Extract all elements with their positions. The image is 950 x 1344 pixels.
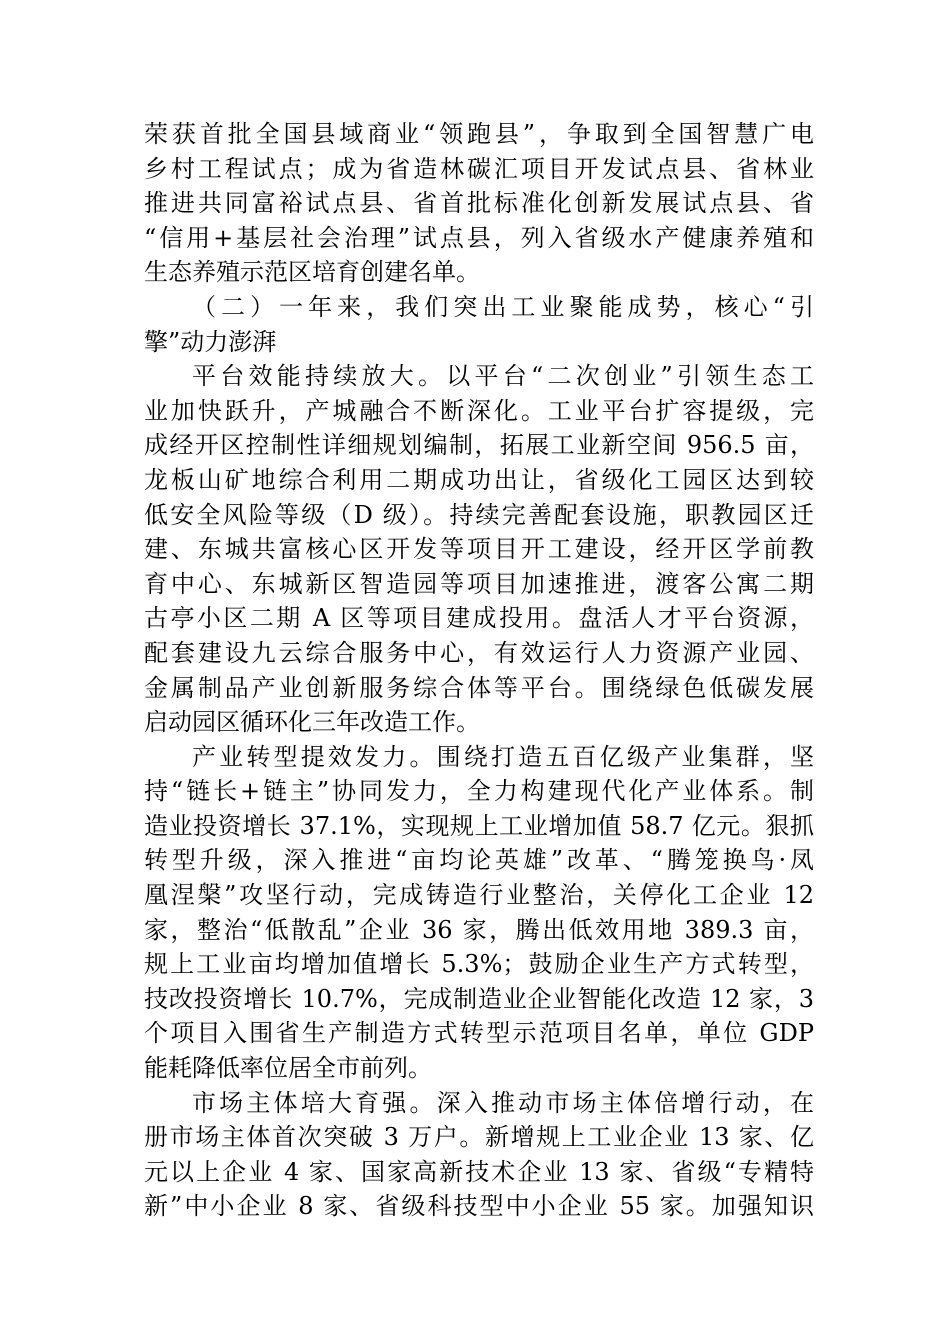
text-line: 新”中小企业 8 家、省级科技型中小企业 55 家。加强知识 bbox=[144, 1192, 814, 1221]
text-line: 凰涅槃”攻坚行动，完成铸造行业整治，关停化工企业 12 bbox=[144, 881, 814, 910]
text-line: “信用+基层社会治理”试点县，列入省级水产健康养殖和 bbox=[144, 223, 814, 252]
text-line: 家，整治“低散乱”企业 36 家，腾出低效用地 389.3 亩， bbox=[144, 915, 814, 944]
section-heading-line: 擎”动力澎湃 bbox=[144, 327, 277, 356]
text-line: 龙板山矿地综合利用二期成功出让，省级化工园区达到较 bbox=[144, 465, 814, 494]
text-line: 配套建设九云综合服务中心，有效运行人力资源产业园、 bbox=[144, 638, 814, 667]
text-line: 低安全风险等级（D 级）。持续完善配套设施，职教园区迁 bbox=[144, 500, 814, 529]
text-line: 规上工业亩均增加值增长 5.3%；鼓励企业生产方式转型， bbox=[144, 950, 814, 979]
text-line: 成经开区控制性详细规划编制，拓展工业新空间 956.5 亩， bbox=[144, 431, 814, 460]
text-line: 转型升级，深入推进“亩均论英雄”改革、“腾笼换鸟·凤 bbox=[144, 846, 814, 875]
document-body bbox=[144, 117, 814, 1224]
text-line: 造业投资增长 37.1%，实现规上工业增加值 58.7 亿元。狠抓 bbox=[144, 811, 814, 840]
text-line: 业加快跃升，产城融合不断深化。工业平台扩容提级，完 bbox=[144, 396, 814, 425]
text-line: 市场主体培大育强。深入推动市场主体倍增行动，在 bbox=[192, 1088, 814, 1117]
text-line: 元以上企业 4 家、国家高新技术企业 13 家、省级“专精特 bbox=[144, 1157, 814, 1186]
text-line: 古亭小区二期 A 区等项目建成投用。盘活人才平台资源， bbox=[144, 604, 814, 633]
text-line: 个项目入围省生产制造方式转型示范项目名单，单位 GDP bbox=[144, 1019, 814, 1048]
text-line: 册市场主体首次突破 3 万户。新增规上工业企业 13 家、亿 bbox=[144, 1123, 814, 1152]
section-heading-line: （二）一年来，我们突出工业聚能成势，核心“引 bbox=[192, 292, 814, 321]
text-line: 能耗降低率位居全市前列。 bbox=[144, 1054, 432, 1083]
text-line: 乡村工程试点；成为省造林碳汇项目开发试点县、省林业 bbox=[144, 154, 814, 183]
text-line: 育中心、东城新区智造园等项目加速推进，渡客公寓二期 bbox=[144, 569, 814, 598]
text-line: 建、东城共富核心区开发等项目开工建设，经开区学前教 bbox=[144, 535, 814, 564]
text-line: 产业转型提效发力。围绕打造五百亿级产业集群，坚 bbox=[192, 742, 814, 771]
text-line: 金属制品产业创新服务综合体等平台。围绕绿色低碳发展 bbox=[144, 673, 814, 702]
text-line: 持“链长+链主”协同发力，全力构建现代化产业体系。制 bbox=[144, 777, 814, 806]
text-line: 技改投资增长 10.7%，完成制造业企业智能化改造 12 家，3 bbox=[144, 984, 814, 1013]
text-line: 推进共同富裕试点县、省首批标准化创新发展试点县、省 bbox=[144, 189, 814, 218]
text-line: 荣获首批全国县域商业“领跑县”，争取到全国智慧广电 bbox=[144, 120, 814, 148]
text-line: 启动园区循环化三年改造工作。 bbox=[144, 708, 480, 737]
text-line: 生态养殖示范区培育创建名单。 bbox=[144, 258, 480, 287]
text-line: 平台效能持续放大。以平台“二次创业”引领生态工 bbox=[192, 362, 814, 391]
